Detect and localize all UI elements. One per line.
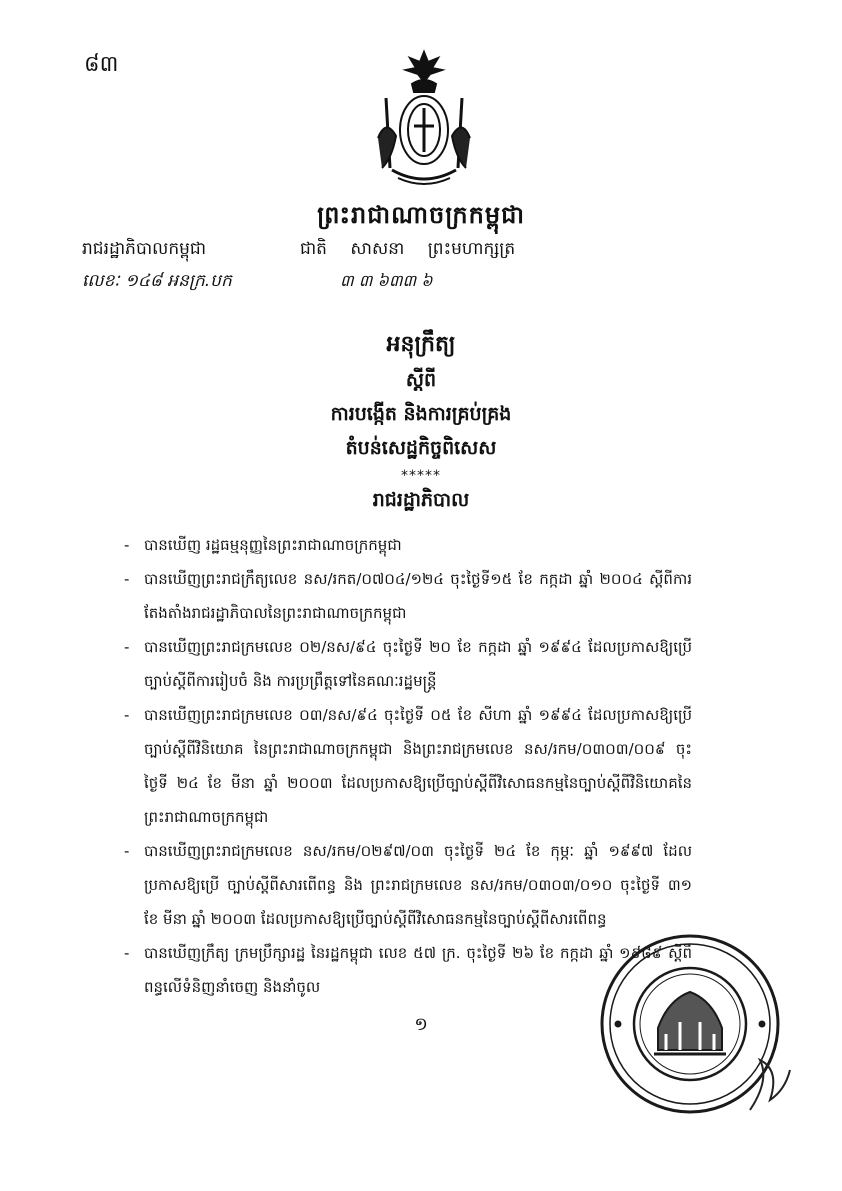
recital-text: បានឃើញ រដ្ឋធម្មនុញ្ញនៃព្រះរាជាណាចក្រកម្ពុជា: [144, 536, 402, 554]
list-item: [120, 562, 692, 630]
bullet-dash: -: [124, 944, 130, 962]
page-number-top: ៨៣: [84, 52, 119, 77]
separator-stars: *****: [401, 468, 441, 484]
royal-coat-of-arms-icon: [372, 48, 476, 190]
kingdom-title: ព្រះរាជាណាចក្រកម្ពុជា: [317, 201, 525, 229]
document-type-heading: អនុក្រឹត្យ: [386, 332, 456, 357]
issuer-name: រាជរដ្ឋាភិបាលកម្ពុជា: [82, 239, 207, 259]
national-motto: ជាតិ សាសនា ព្រះមហាក្សត្រ: [300, 239, 516, 259]
signature-mark-icon: [740, 1040, 800, 1120]
recital-text: បានឃើញព្រះរាជក្រមលេខ ០២/នស/៩៤ ចុះថ្ងៃទី ២០ ខែ កក្កដា ឆ្នាំ ១៩៩៤ ដែលប្រកាសឱ្យប្រើច្បាប់ស្តីពីការរៀបចំ និង ការប្រព្រឹត្តទៅនៃគណៈរដ្ឋមន្ត្រី: [144, 638, 692, 690]
reference-number: លេខៈ ១៤៨ អនក្រ.បក: [82, 271, 232, 291]
bullet-dash: -: [124, 842, 130, 860]
recital-text: បានឃើញព្រះរាជក្រមលេខ នស/រកម/០២៩៧/០៣ ចុះថ្ងៃទី ២៤ ខែ កុម្ភៈ ឆ្នាំ ១៩៩៧ ដែលប្រកាសឱ្យប្រើ ច្បាប់ស្តីពីសារពើពន្ធ និង ព្រះរាជក្រមលេខ នស/រកម/០៣០៣/០១០ ចុះថ្ងៃទី ៣១ ខែ មីនា ឆ្នាំ ២០០៣ ដែលប្រកាសឱ្យប្រើច្បាប់ស្តីពីវិសោធនកម្មនៃច្បាប់ស្តីពីសារពើពន្ធ: [144, 842, 692, 928]
issuing-authority: រាជរដ្ឋាភិបាល: [372, 489, 470, 511]
subject-line-1: ការបង្កើត និងការគ្រប់គ្រង: [330, 403, 512, 425]
list-item: [120, 834, 692, 936]
subject-preposition: ស្តីពី: [405, 369, 437, 391]
bullet-dash: -: [124, 706, 130, 724]
bullet-dash: -: [124, 570, 130, 588]
recital-text: បានឃើញព្រះរាជក្រមលេខ ០៣/នស/៩៤ ចុះថ្ងៃទី ០៥ ខែ សីហា ឆ្នាំ ១៩៩៤ ដែលប្រកាសឱ្យប្រើច្បាប់ស្តីពីវិនិយោគ នៃព្រះរាជាណាចក្រកម្ពុជា និងព្រះរាជក្រមលេខ នស/រកម/០៣០៣/០០៩ ចុះថ្ងៃទី ២៤ ខែ មីនា ឆ្នាំ ២០០៣ ដែលប្រកាសឱ្យប្រើច្បាប់ស្តីពីវិសោធនកម្មនៃច្បាប់ស្តីពីវិនិយោគនៃព្រះរាជាណាចក្រកម្ពុជា: [144, 706, 692, 826]
page-number-bottom: ១: [414, 1014, 428, 1035]
bullet-dash: -: [124, 638, 130, 656]
subject-line-2: តំបន់សេដ្ឋកិច្ចពិសេស: [345, 437, 497, 459]
bullet-dash: -: [124, 536, 130, 554]
list-item: [120, 698, 692, 834]
list-item: [120, 630, 692, 698]
date-line: ៣ ៣ ៦៣៣ ៦: [340, 271, 433, 290]
recital-text: បានឃើញក្រឹត្យ ក្រមប្រឹក្សារដ្ឋ នៃរដ្ឋកម្ពុជា លេខ ៥៧ ក្រ. ចុះថ្ងៃទី ២៦ ខែ កក្កដា ឆ្នាំ ១៩៨៩ ស្តីពីពន្ធលើទំនិញនាំចេញ និងនាំចូល: [144, 944, 692, 996]
list-item: [120, 528, 692, 562]
recital-text: បានឃើញព្រះរាជក្រឹត្យលេខ នស/រកត/០៧០៤/១២៤ ចុះថ្ងៃទី១៥ ខែ កក្កដា ឆ្នាំ ២០០៤ ស្តីពីការតែងតាំងរាជរដ្ឋាភិបាលនៃព្រះរាជាណាចក្រកម្ពុជា: [144, 570, 692, 622]
